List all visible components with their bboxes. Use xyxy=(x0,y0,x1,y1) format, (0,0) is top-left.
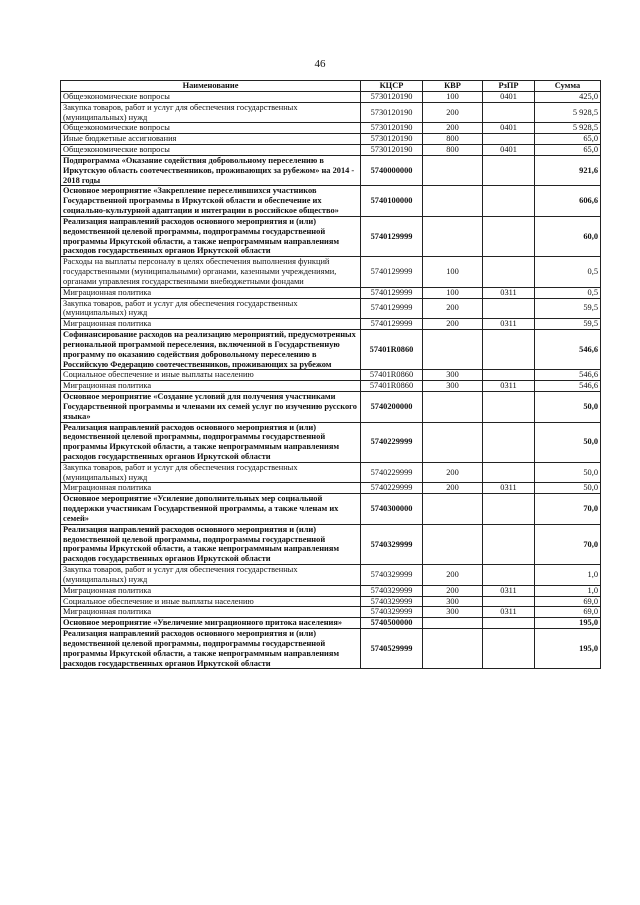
row-rzpr-cell: 0311 xyxy=(483,607,535,618)
row-summa-cell: 50,0 xyxy=(535,392,601,422)
budget-table xyxy=(60,80,601,669)
row-summa-cell: 195,0 xyxy=(535,629,601,669)
row-name-cell: Закупка товаров, работ и услуг для обеспечения государственных (муниципальных) нужд xyxy=(61,102,361,123)
table-row xyxy=(61,607,601,618)
row-rzpr-cell: 0311 xyxy=(483,287,535,298)
row-rzpr-cell xyxy=(483,524,535,564)
row-name-cell: Общеэкономические вопросы xyxy=(61,145,361,156)
row-rzpr-cell: 0311 xyxy=(483,483,535,494)
header-rzpr: РзПР xyxy=(483,81,535,92)
row-name-cell: Основное мероприятие «Закрепление переселившихся участников Государственной программы в Иркутской области и обеспечение их социально-культурной адаптации и интеграции в российское общество» xyxy=(61,186,361,216)
row-name-cell: Расходы на выплаты персоналу в целях обеспечения выполнения функций государственными (муниципальными) органами, казенными учреждениями, органами управления государственными внебюджетными фондами xyxy=(61,257,361,287)
row-summa-cell: 70,0 xyxy=(535,494,601,524)
row-summa-cell: 59,5 xyxy=(535,298,601,319)
row-summa-cell: 5 928,5 xyxy=(535,123,601,134)
table-row xyxy=(61,462,601,483)
row-name-cell: Общеэкономические вопросы xyxy=(61,123,361,134)
row-summa-cell: 546,6 xyxy=(535,330,601,370)
table-row xyxy=(61,585,601,596)
row-kvr-cell: 300 xyxy=(423,381,483,392)
table-row xyxy=(61,392,601,422)
row-rzpr-cell xyxy=(483,422,535,462)
row-name-cell: Миграционная политика xyxy=(61,483,361,494)
row-summa-cell: 195,0 xyxy=(535,618,601,629)
row-kcsr-cell: 5740100000 xyxy=(361,186,423,216)
row-rzpr-cell: 0311 xyxy=(483,319,535,330)
row-rzpr-cell: 0401 xyxy=(483,92,535,103)
row-kvr-cell xyxy=(423,618,483,629)
row-kvr-cell: 200 xyxy=(423,585,483,596)
table-row xyxy=(61,145,601,156)
row-rzpr-cell xyxy=(483,370,535,381)
row-kvr-cell: 100 xyxy=(423,287,483,298)
row-kcsr-cell: 5730120190 xyxy=(361,92,423,103)
row-kcsr-cell: 5740000000 xyxy=(361,155,423,185)
row-name-cell: Закупка товаров, работ и услуг для обеспечения государственных (муниципальных) нужд xyxy=(61,298,361,319)
row-kvr-cell: 300 xyxy=(423,596,483,607)
row-name-cell: Социальное обеспечение и иные выплаты населению xyxy=(61,370,361,381)
row-rzpr-cell xyxy=(483,330,535,370)
row-name-cell: Иные бюджетные ассигнования xyxy=(61,134,361,145)
row-kvr-cell xyxy=(423,629,483,669)
row-kcsr-cell: 5730120190 xyxy=(361,145,423,156)
table-row xyxy=(61,618,601,629)
row-summa-cell: 606,6 xyxy=(535,186,601,216)
row-name-cell: Миграционная политика xyxy=(61,319,361,330)
row-kvr-cell: 200 xyxy=(423,565,483,586)
header-kvr: КВР xyxy=(423,81,483,92)
row-kcsr-cell: 57401R0860 xyxy=(361,381,423,392)
row-kvr-cell: 200 xyxy=(423,102,483,123)
row-summa-cell: 50,0 xyxy=(535,422,601,462)
table-row xyxy=(61,524,601,564)
table-row xyxy=(61,298,601,319)
table-row xyxy=(61,330,601,370)
row-kvr-cell: 200 xyxy=(423,319,483,330)
row-rzpr-cell xyxy=(483,257,535,287)
row-summa-cell: 1,0 xyxy=(535,585,601,596)
row-kcsr-cell: 5740229999 xyxy=(361,422,423,462)
row-kvr-cell: 800 xyxy=(423,145,483,156)
row-kvr-cell xyxy=(423,216,483,256)
row-kvr-cell xyxy=(423,422,483,462)
row-kvr-cell xyxy=(423,392,483,422)
row-name-cell: Миграционная политика xyxy=(61,381,361,392)
row-name-cell: Основное мероприятие «Усиление дополнительных мер социальной поддержки участникам Государственной программы, а также членам их семей» xyxy=(61,494,361,524)
table-row xyxy=(61,102,601,123)
table-row xyxy=(61,629,601,669)
row-kcsr-cell: 5740500000 xyxy=(361,618,423,629)
row-kvr-cell: 300 xyxy=(423,370,483,381)
row-kvr-cell: 200 xyxy=(423,462,483,483)
row-name-cell: Закупка товаров, работ и услуг для обеспечения государственных (муниципальных) нужд xyxy=(61,565,361,586)
page-number: 46 xyxy=(314,58,326,70)
row-summa-cell: 0,5 xyxy=(535,287,601,298)
row-summa-cell: 50,0 xyxy=(535,462,601,483)
row-kcsr-cell: 5740329999 xyxy=(361,585,423,596)
row-kcsr-cell: 57401R0860 xyxy=(361,330,423,370)
row-kcsr-cell: 5740329999 xyxy=(361,524,423,564)
row-summa-cell: 921,6 xyxy=(535,155,601,185)
row-kvr-cell xyxy=(423,186,483,216)
row-name-cell: Социальное обеспечение и иные выплаты населению xyxy=(61,596,361,607)
row-name-cell: Закупка товаров, работ и услуг для обеспечения государственных (муниципальных) нужд xyxy=(61,462,361,483)
row-kcsr-cell: 5740300000 xyxy=(361,494,423,524)
row-summa-cell: 425,0 xyxy=(535,92,601,103)
row-kcsr-cell: 5740229999 xyxy=(361,462,423,483)
row-summa-cell: 59,5 xyxy=(535,319,601,330)
row-name-cell: Реализация направлений расходов основного мероприятия и (или) ведомственной целевой программы, подпрограммы государственной программы Иркутской области, а также непрограммным направлениям расходов государственных органов Иркутской области xyxy=(61,216,361,256)
row-summa-cell: 60,0 xyxy=(535,216,601,256)
row-rzpr-cell xyxy=(483,494,535,524)
header-kcsr: КЦСР xyxy=(361,81,423,92)
header-name: Наименование xyxy=(61,81,361,92)
row-summa-cell: 5 928,5 xyxy=(535,102,601,123)
row-rzpr-cell: 0401 xyxy=(483,123,535,134)
row-name-cell: Софинансирование расходов на реализацию мероприятий, предусмотренных региональной программой переселения, включенной в Государственную программу по оказанию содействия добровольному переселению в Российскую Федерацию соотечественников, проживающих за рубежом xyxy=(61,330,361,370)
row-kvr-cell: 300 xyxy=(423,607,483,618)
table-row xyxy=(61,257,601,287)
table-row xyxy=(61,422,601,462)
table-row xyxy=(61,494,601,524)
row-name-cell: Общеэкономические вопросы xyxy=(61,92,361,103)
row-kcsr-cell: 5740129999 xyxy=(361,287,423,298)
table-row xyxy=(61,155,601,185)
row-kcsr-cell: 5730120190 xyxy=(361,123,423,134)
row-name-cell: Реализация направлений расходов основного мероприятия и (или) ведомственной целевой программы, подпрограммы государственной программы Иркутской области, а также непрограммным направлениям расходов государственных органов Иркутской области xyxy=(61,422,361,462)
row-rzpr-cell xyxy=(483,298,535,319)
row-kcsr-cell: 5730120190 xyxy=(361,102,423,123)
table-row xyxy=(61,134,601,145)
table-row xyxy=(61,483,601,494)
row-name-cell: Миграционная политика xyxy=(61,287,361,298)
row-name-cell: Миграционная политика xyxy=(61,585,361,596)
table-body xyxy=(61,92,601,669)
row-name-cell: Подпрограмма «Оказание содействия добровольному переселению в Иркутскую область соотечественников, проживающих за рубежом» на 2014 - 2018 годы xyxy=(61,155,361,185)
row-kvr-cell xyxy=(423,330,483,370)
row-rzpr-cell xyxy=(483,186,535,216)
row-kcsr-cell: 5740200000 xyxy=(361,392,423,422)
row-kcsr-cell: 5740229999 xyxy=(361,483,423,494)
row-summa-cell: 50,0 xyxy=(535,483,601,494)
row-kvr-cell: 200 xyxy=(423,483,483,494)
row-rzpr-cell xyxy=(483,618,535,629)
row-kcsr-cell: 5740129999 xyxy=(361,216,423,256)
row-kvr-cell: 100 xyxy=(423,92,483,103)
row-summa-cell: 70,0 xyxy=(535,524,601,564)
row-kcsr-cell: 5740329999 xyxy=(361,607,423,618)
table-row xyxy=(61,123,601,134)
row-rzpr-cell: 0311 xyxy=(483,381,535,392)
table-row xyxy=(61,216,601,256)
row-summa-cell: 69,0 xyxy=(535,596,601,607)
row-kvr-cell: 800 xyxy=(423,134,483,145)
row-summa-cell: 69,0 xyxy=(535,607,601,618)
table-row xyxy=(61,92,601,103)
row-name-cell: Реализация направлений расходов основного мероприятия и (или) ведомственной целевой программы, подпрограммы государственной программы Иркутской области, а также непрограммным направлениям расходов государственных органов Иркутской области xyxy=(61,524,361,564)
table-row xyxy=(61,565,601,586)
row-name-cell: Реализация направлений расходов основного мероприятия и (или) ведомственной целевой программы, подпрограммы государственной программы Иркутской области, а также непрограммным направлениям расходов государственных органов Иркутской области xyxy=(61,629,361,669)
row-kvr-cell xyxy=(423,494,483,524)
row-rzpr-cell xyxy=(483,134,535,145)
row-rzpr-cell xyxy=(483,462,535,483)
row-kvr-cell: 100 xyxy=(423,257,483,287)
row-kvr-cell xyxy=(423,155,483,185)
row-kcsr-cell: 5740129999 xyxy=(361,298,423,319)
row-kcsr-cell: 5740329999 xyxy=(361,565,423,586)
row-rzpr-cell xyxy=(483,102,535,123)
row-summa-cell: 1,0 xyxy=(535,565,601,586)
row-summa-cell: 0,5 xyxy=(535,257,601,287)
row-kvr-cell: 200 xyxy=(423,298,483,319)
row-kcsr-cell: 5740329999 xyxy=(361,596,423,607)
row-rzpr-cell xyxy=(483,629,535,669)
table-row xyxy=(61,319,601,330)
row-kvr-cell xyxy=(423,524,483,564)
row-rzpr-cell xyxy=(483,596,535,607)
row-kcsr-cell: 5740129999 xyxy=(361,257,423,287)
table-row xyxy=(61,287,601,298)
row-name-cell: Основное мероприятие «Создание условий для получения участниками Государственной программы и членами их семей услуг по изучению русского языка» xyxy=(61,392,361,422)
row-kcsr-cell: 57401R0860 xyxy=(361,370,423,381)
table-row xyxy=(61,381,601,392)
table-header-row xyxy=(61,81,601,92)
row-kvr-cell: 200 xyxy=(423,123,483,134)
row-name-cell: Основное мероприятие «Увеличение миграционного притока населения» xyxy=(61,618,361,629)
header-summa: Сумма xyxy=(535,81,601,92)
row-rzpr-cell: 0311 xyxy=(483,585,535,596)
table-row xyxy=(61,596,601,607)
table-row xyxy=(61,370,601,381)
row-kcsr-cell: 5740129999 xyxy=(361,319,423,330)
row-summa-cell: 546,6 xyxy=(535,370,601,381)
row-rzpr-cell xyxy=(483,155,535,185)
row-rzpr-cell: 0401 xyxy=(483,145,535,156)
row-kcsr-cell: 5730120190 xyxy=(361,134,423,145)
row-summa-cell: 65,0 xyxy=(535,134,601,145)
row-rzpr-cell xyxy=(483,216,535,256)
row-summa-cell: 546,6 xyxy=(535,381,601,392)
row-rzpr-cell xyxy=(483,565,535,586)
row-rzpr-cell xyxy=(483,392,535,422)
row-name-cell: Миграционная политика xyxy=(61,607,361,618)
row-kcsr-cell: 5740529999 xyxy=(361,629,423,669)
row-summa-cell: 65,0 xyxy=(535,145,601,156)
table-row xyxy=(61,186,601,216)
